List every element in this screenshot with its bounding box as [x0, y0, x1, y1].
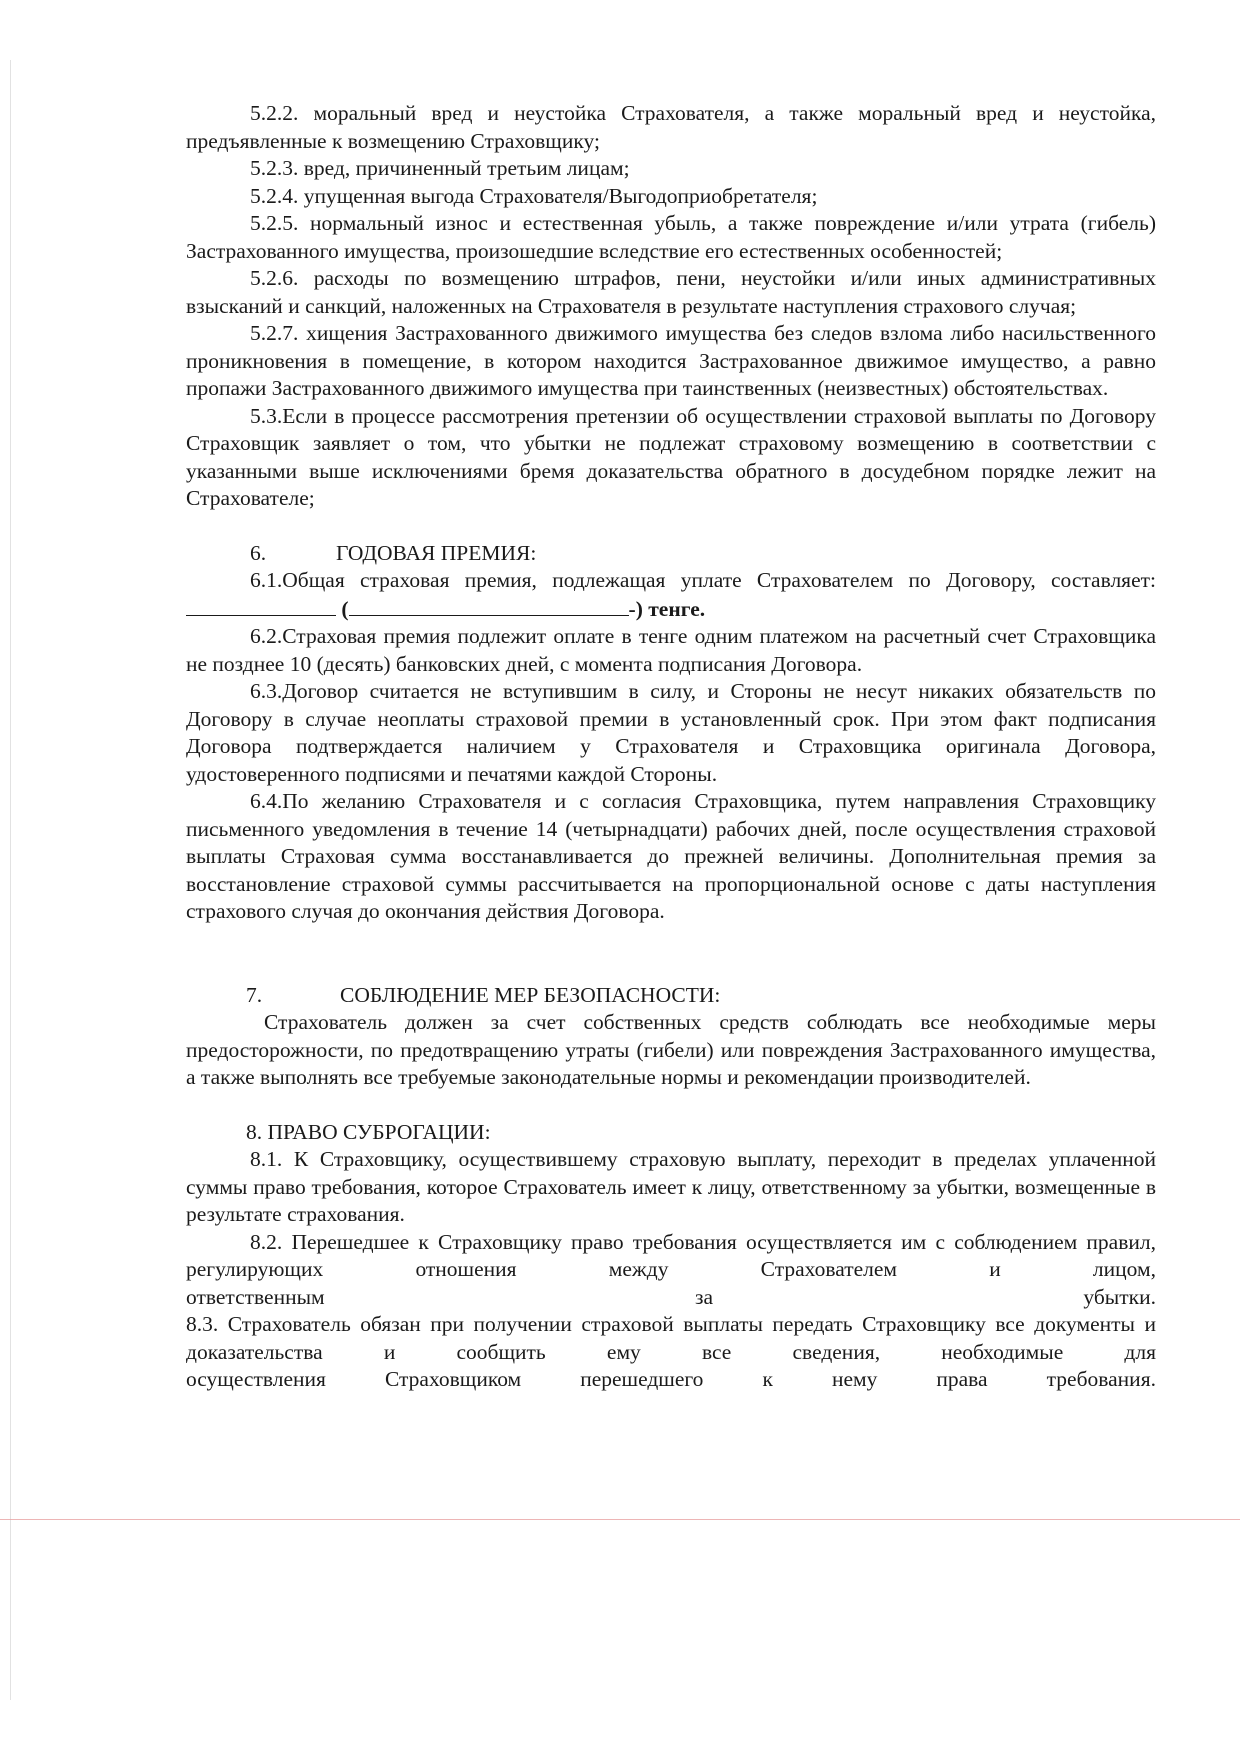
clause-5-2-5: 5.2.5. нормальный износ и естественная убыль, а также повреждение и/или утрата (гибель) Застрахованного имущества, произошедшие вследствие его естественных особенностей;	[186, 211, 1156, 263]
word: за	[695, 1284, 714, 1309]
clause-5-2-2: 5.2.2. моральный вред и неустойка Страхователя, а также моральный вред и неустойка, предъявленные к возмещению Страховщику;	[186, 101, 1156, 153]
clause-6-4: 6.4.По желанию Страхователя и с согласия Страховщика, путем направления Страховщику письменного уведомления в течение 14 (четырнадцати) рабочих дней, после осуществления страховой выплаты Страховая сумма восстанавливается до прежней величины. Дополнительная премия за восстановление страховой суммы рассчитывается на пропорциональной основе с даты наступления страхового случая до окончания действия Договора.	[186, 789, 1156, 923]
word: убытки.	[1083, 1284, 1156, 1309]
document-body	[186, 100, 1156, 1394]
clause-5-2-3: 5.2.3. вред, причиненный третьим лицам;	[250, 156, 630, 180]
section-7-number: 7.	[246, 982, 263, 1007]
clause-8-2-last-line	[186, 1284, 1156, 1312]
scan-artifact-line	[0, 1519, 1240, 1520]
word: Страховщиком	[384, 1367, 522, 1391]
word: права	[936, 1367, 988, 1391]
clause-6-1	[186, 567, 1156, 623]
clause-5-2-6: 5.2.6. расходы по возмещению штрафов, пени, неустойки и/или иных административных взысканий и санкций, наложенных на Страхователя в результате наступления страхового случая;	[186, 266, 1156, 318]
premium-words-open: (	[341, 596, 349, 621]
premium-words-blank	[349, 595, 629, 616]
section-6-heading	[186, 540, 1156, 568]
word: осуществления	[186, 1367, 326, 1391]
clause-6-2: 6.2.Страховая премия подлежит оплате в тенге одним платежом на расчетный счет Страховщика не позднее 10 (десять) банковских дней, с момента подписания Договора.	[186, 624, 1156, 676]
clause-6-1-text: 6.1.Общая страховая премия, подлежащая уплате Страхователем по Договору, составляет:	[250, 568, 1156, 592]
clause-5-2-7: 5.2.7. хищения Застрахованного движимого имущества без следов взлома либо насильственного проникновения в помещение, в котором находится Застрахованное движимое имущество, а равно пропажи Застрахованного движимого имущества при таинственных (неизвестных) обстоятельствах.	[186, 321, 1156, 400]
word: к	[762, 1367, 773, 1391]
section-8-heading: 8. ПРАВО СУБРОГАЦИИ:	[246, 1119, 491, 1144]
clause-6-3: 6.3.Договор считается не вступившим в силу, и Стороны не несут никаких обязательств по Договору в случае неоплаты страховой премии в установленный срок. При этом факт подписания Договора подтверждается наличием у Страхователя и Страховщика оригинала Договора, удостоверенного подписями и печатями каждой Стороны.	[186, 679, 1156, 786]
word: требования.	[1046, 1367, 1156, 1391]
clause-5-2-4: 5.2.4. упущенная выгода Страхователя/Выгодоприобретателя;	[250, 183, 818, 208]
section-7-title: СОБЛЮДЕНИЕ МЕР БЕЗОПАСНОСТИ:	[340, 982, 721, 1007]
clause-8-3: 8.3. Страхователь обязан при получении страховой выплаты передать Страховщику все документы и доказательства и сообщить ему все сведения, необходимые для	[186, 1312, 1156, 1364]
premium-currency: -) тенге.	[628, 596, 706, 621]
clause-8-2: 8.2. Перешедшее к Страховщику право требования осуществляется им с соблюдением правил, регулирующих отношения между Страхователем и лицом,	[186, 1229, 1156, 1281]
clause-8-1: 8.1. К Страховщику, осуществившему страховую выплату, переходит в пределах уплаченной суммы право требования, которое Страхователь имеет к лицу, ответственному за убытки, возмещенные в результате страхования.	[186, 1147, 1156, 1226]
clause-8-3-last-line	[186, 1366, 1156, 1394]
section-6-number: 6.	[250, 540, 267, 565]
clause-5-3: 5.3.Если в процессе рассмотрения претензии об осуществлении страховой выплаты по Договору Страховщик заявляет о том, что убытки не подлежат страховому возмещению в соответствии с указанными выше исключениями бремя доказательства обратного в досудебном порядке лежит на Страхователе;	[186, 403, 1156, 510]
word: нему	[831, 1367, 878, 1391]
section-7-text: Страхователь должен за счет собственных средств соблюдать все необходимые меры предосторожности, по предотвращению утраты (гибели) или повреждения Застрахованного имущества, а также выполнять все требуемые законодательные нормы и рекомендации производителей.	[186, 1010, 1156, 1089]
scan-edge-line	[10, 60, 11, 1700]
word: ответственным	[186, 1284, 325, 1309]
word: перешедшего	[580, 1367, 704, 1391]
premium-amount-blank	[186, 595, 336, 616]
section-7-heading	[186, 982, 1156, 1010]
section-6-title: ГОДОВАЯ ПРЕМИЯ:	[336, 540, 537, 565]
